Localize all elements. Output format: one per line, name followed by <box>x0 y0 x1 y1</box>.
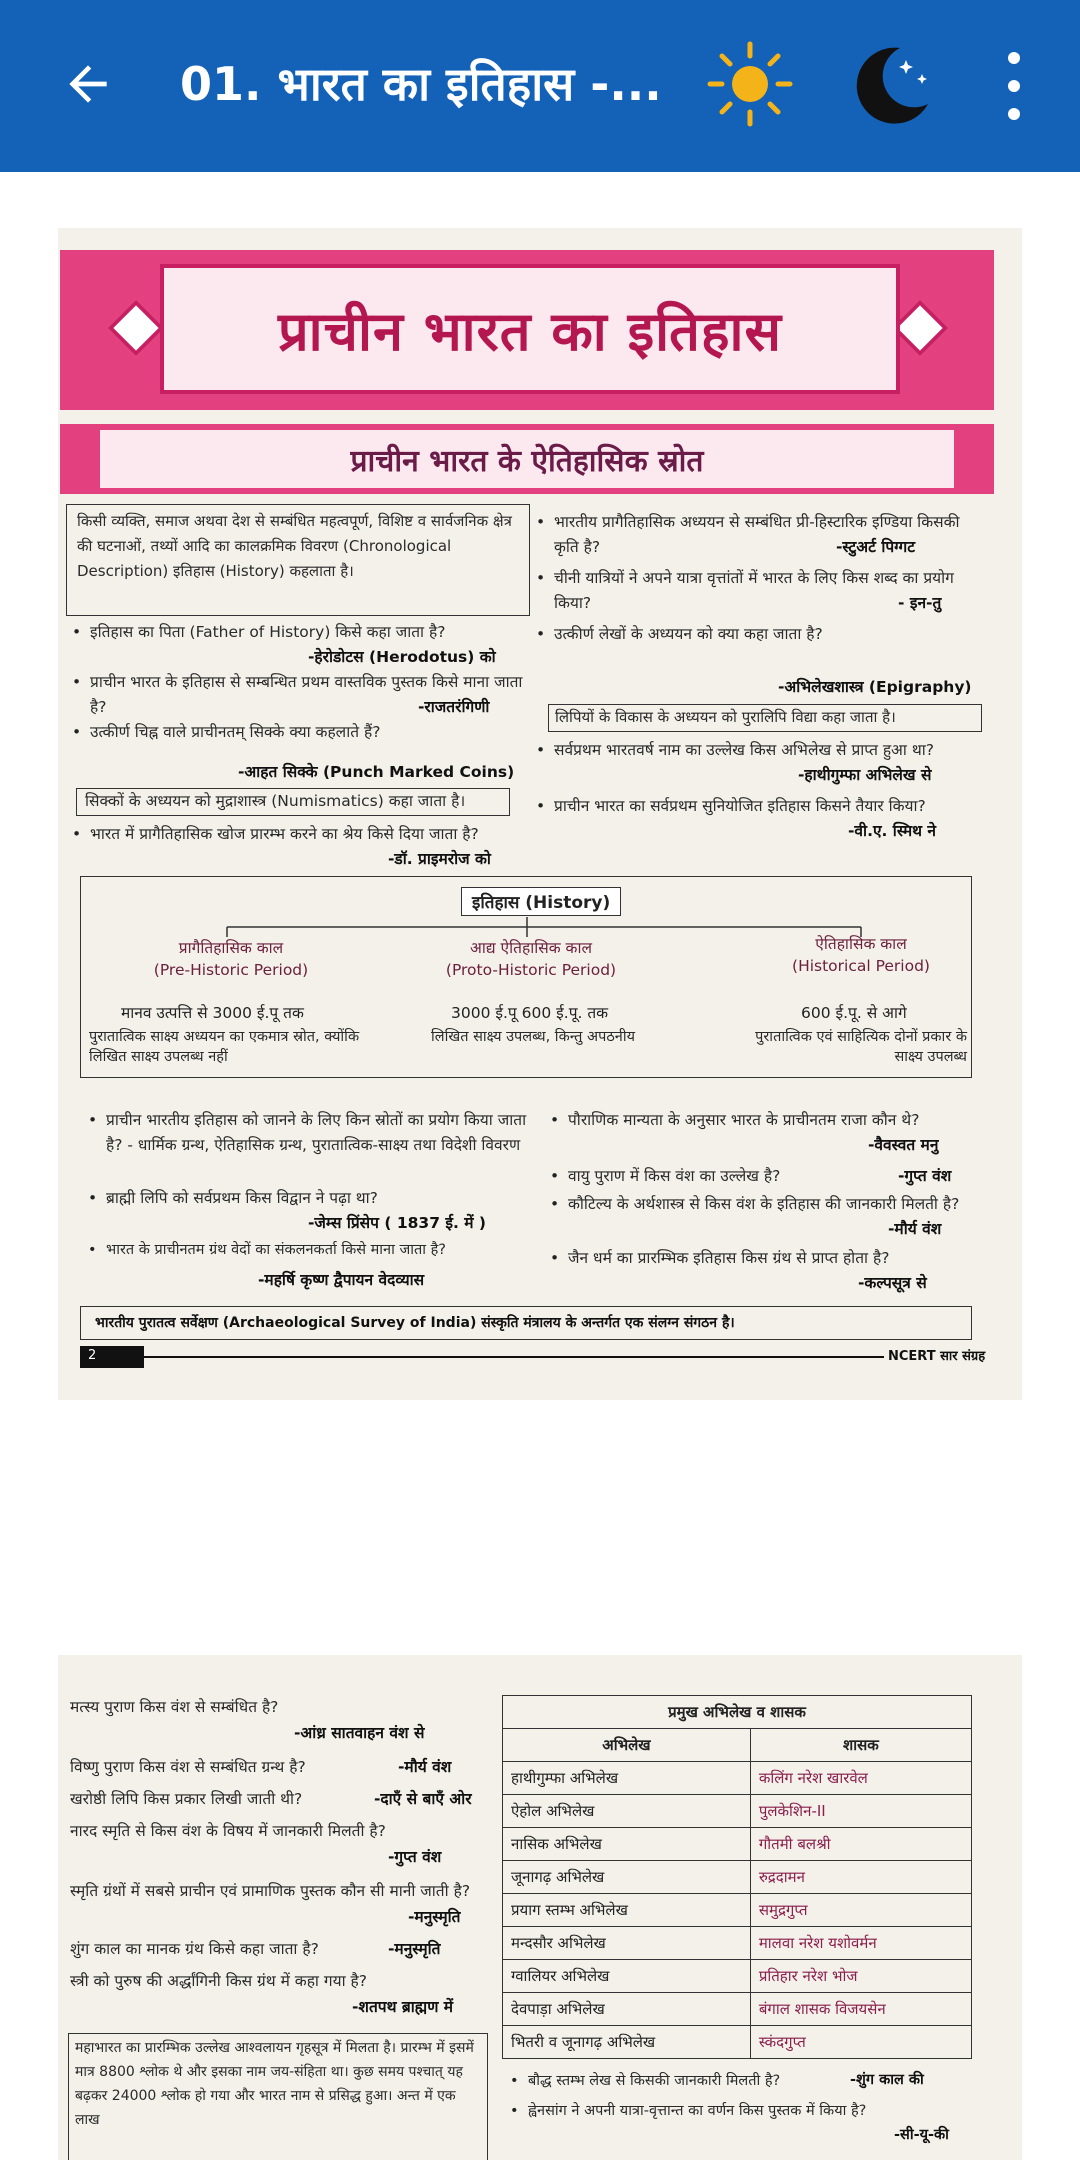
a-bottom-right-1: -वैवस्वत मनु <box>868 1136 939 1154</box>
period-prehistoric <box>121 937 341 981</box>
back-arrow-icon <box>60 56 116 112</box>
table-cell: रुद्रदामन <box>750 1861 971 1894</box>
document-title: 01. भारत का इतिहास -... <box>180 57 662 111</box>
a-right-5: -वी.ए. स्मिथ ने <box>848 822 937 840</box>
moon-icon <box>842 34 942 134</box>
a-bottom-right-4: -कल्पसूत्र से <box>858 1274 927 1292</box>
period-historic <box>761 933 961 977</box>
more-dot <box>1008 108 1020 120</box>
palaeography-text: लिपियों के विकास के अध्ययन को पुरालिपि विद्या कहा जाता है। <box>555 708 896 726</box>
more-dot <box>1008 80 1020 92</box>
dark-mode-button[interactable] <box>842 34 942 134</box>
a-bottom-left-3: -महर्षि कृष्ण द्वैपायन वेदव्यास <box>258 1271 425 1289</box>
mahabharata-text: महाभारत का प्रारम्भिक उल्लेख आश्वलायन गृहसूत्र में मिलता है। प्रारम्भ में इसमें मात्र 8800 श्लोक थे और इसका नाम जय-संहिता था। कुछ समय पश्चात् यह बढ़कर 24000 श्लोक हो गया और भारत नाम से प्रसिद्ध हुआ। अन्त में एक लाख <box>75 2040 474 2128</box>
a-right-3: -अभिलेखशास्त्र (Epigraphy) <box>778 678 972 696</box>
q-right-1: • भारतीय प्रागैतिहासिक अध्ययन से सम्बंधित प्री-हिस्टारिक इण्डिया किसकी कृति है? <box>554 510 974 560</box>
a-bottom-right-2: -गुप्त वंश <box>898 1167 952 1185</box>
table-cell: जूनागढ़ अभिलेख <box>503 1861 751 1894</box>
table-title: प्रमुख अभिलेख व शासक <box>503 1696 972 1729</box>
period-prehistoric-en: (Pre-Historic Period) <box>153 961 309 979</box>
banner-frame <box>160 264 900 394</box>
table-cell: भितरी व जूनागढ़ अभिलेख <box>503 2026 751 2059</box>
definition-text: किसी व्यक्ति, समाज अथवा देश से सम्बंधित महत्वपूर्ण, विशिष्ट व सार्वजनिक क्षेत्र की घटनाओं, तथ्यों आदि का कालक्रमिक विवरण (Chronological Description) इतिहास (History) कहलाता है। <box>77 512 512 580</box>
table-cell: मन्दसौर अभिलेख <box>503 1927 751 1960</box>
light-mode-button[interactable] <box>700 34 800 134</box>
period-protohistoric-hi: आद्य ऐतिहासिक काल <box>470 939 592 957</box>
more-options-button[interactable] <box>990 46 1038 126</box>
source-prehistoric: पुरातात्विक साक्ष्य अध्ययन का एकमात्र स्रोत, क्योंकि लिखित साक्ष्य उपलब्ध नहीं <box>89 1029 360 1065</box>
q2-left-3: खरोष्ठी लिपि किस प्रकार लिखी जाती थी? <box>70 1790 303 1808</box>
table-cell: ऐहोल अभिलेख <box>503 1795 751 1828</box>
table-cell: बंगाल शासक विजयसेन <box>750 1993 971 2026</box>
a-right-2: - इन-तु <box>898 594 942 612</box>
period-historic-en: (Historical Period) <box>792 957 930 975</box>
q-left-3: • उत्कीर्ण चिह्न वाले प्राचीनतम् सिक्के क्या कहलाते हैं? <box>90 720 530 745</box>
a2-right-1: -शुंग काल की <box>850 2072 924 2088</box>
table-cell: कलिंग नरेश खारवेल <box>750 1762 971 1795</box>
table-cell: हाथीगुम्फा अभिलेख <box>503 1762 751 1795</box>
q2-left-6: शुंग काल का मानक ग्रंथ किसे कहा जाता है? <box>70 1940 319 1958</box>
a-left-2: -राजतरंगिणी <box>418 698 490 716</box>
back-button[interactable] <box>48 44 128 124</box>
q2-right-1: • बौद्ध स्तम्भ लेख से किसकी जानकारी मिलती है? <box>528 2069 858 2094</box>
more-vert-icon <box>1008 52 1020 64</box>
numismatics-box <box>76 788 510 816</box>
palaeography-box <box>548 704 982 732</box>
table-row <box>503 1993 972 2026</box>
banner-diamond-right <box>892 300 949 357</box>
q-bottom-left-2: • ब्राह्मी लिपि को सर्वप्रथम किस विद्वान ने पढ़ा था? <box>106 1186 536 1211</box>
asi-note: भारतीय पुरातत्व सर्वेक्षण (Archaeological Survey of India) संस्कृति मंत्रालय के अन्तर्गत एक संलग्न संगठन है। <box>80 1306 972 1340</box>
q-bottom-right-3: • कौटिल्य के अर्थशास्त्र से किस वंश के इतिहास की जानकारी मिलती है? <box>568 1192 978 1217</box>
q2-left-5: स्मृति ग्रंथों में सबसे प्राचीन एवं प्रामाणिक पुस्तक कौन सी मानी जाती है? <box>70 1882 471 1900</box>
table-cell: स्कंदगुप्त <box>750 2026 971 2059</box>
table-row <box>503 1762 972 1795</box>
history-box-title: इतिहास (History) <box>461 887 621 916</box>
a2-left-3: -दाएँ से बाएँ ओर <box>374 1790 472 1808</box>
range-historic: 600 ई.पू. से आगे <box>801 1004 907 1022</box>
table-cell: नासिक अभिलेख <box>503 1828 751 1861</box>
q2-left-1: मत्स्य पुराण किस वंश से सम्बंधित है? <box>70 1698 279 1716</box>
page-number: 2 <box>80 1346 144 1368</box>
a2-left-5: -मनुस्मृति <box>408 1908 461 1926</box>
a-left-1: -हेरोडोटस (Herodotus) को <box>308 648 496 666</box>
range-protohistoric: 3000 ई.पू 600 ई.पू. तक <box>451 1004 609 1022</box>
table-row <box>503 1828 972 1861</box>
a2-left-6: -मनुस्मृति <box>388 1940 441 1958</box>
table-header-inscription: अभिलेख <box>503 1729 751 1762</box>
q-left-4: • भारत में प्रागैतिहासिक खोज प्रारम्भ करने का श्रेय किसे दिया जाता है? <box>90 822 530 847</box>
a-left-4: -डॉ. प्राइमरोज को <box>388 850 491 868</box>
a2-left-7: -शतपथ ब्राह्मण में <box>352 1998 454 2016</box>
history-classification-box <box>80 876 972 1078</box>
a-right-4: -हाथीगुम्फा अभिलेख से <box>798 766 932 784</box>
table-row <box>503 1927 972 1960</box>
q-right-3: • उत्कीर्ण लेखों के अध्ययन को क्या कहा जाता है? <box>554 622 974 647</box>
a2-left-4: -गुप्त वंश <box>388 1848 442 1866</box>
numismatics-text: सिक्कों के अध्ययन को मुद्राशास्त्र (Numismatics) कहा जाता है। <box>85 792 466 810</box>
table-cell: प्रतिहार नरेश भोज <box>750 1960 971 1993</box>
source-protohistoric: लिखित साक्ष्य उपलब्ध, किन्तु अपठनीय <box>431 1029 635 1045</box>
q-bottom-left-1: • प्राचीन भारतीय इतिहास को जानने के लिए किन स्रोतों का प्रयोग किया जाता है? - धार्मिक ग्रन्थ, ऐतिहासिक ग्रन्थ, पुरातात्विक-साक्ष्य तथा विदेशी विवरण <box>106 1108 536 1158</box>
chapter-title: प्राचीन भारत का इतिहास <box>277 299 783 363</box>
q-left-2: • प्राचीन भारत के इतिहास से सम्बन्धित प्रथम वास्तविक पुस्तक किसे माना जाता है? <box>90 670 530 720</box>
section-subtitle: प्राचीन भारत के ऐतिहासिक स्रोत <box>350 443 704 479</box>
q-left-1: • इतिहास का पिता (Father of History) किसे कहा जाता है? <box>90 620 530 645</box>
sun-icon <box>700 34 800 134</box>
q-bottom-right-4: • जैन धर्म का प्रारम्भिक इतिहास किस ग्रंथ से प्राप्त होता है? <box>568 1246 978 1271</box>
table-cell: देवपाड़ा अभिलेख <box>503 1993 751 2026</box>
q-right-2: • चीनी यात्रियों ने अपने यात्रा वृत्तांतों में भारत के लिए किस शब्द का प्रयोग किया? <box>554 566 974 616</box>
q2-left-7: स्त्री को पुरुष की अर्द्धांगिनी किस ग्रंथ में कहा गया है? <box>70 1972 367 1990</box>
table-cell: ग्वालियर अभिलेख <box>503 1960 751 1993</box>
table-row <box>503 2026 972 2059</box>
mahabharata-box <box>68 2033 488 2160</box>
table-row <box>503 1861 972 1894</box>
book-name: NCERT सार संग्रह <box>888 1349 986 1364</box>
a2-left-2: -मौर्य वंश <box>398 1758 452 1776</box>
table-cell: मालवा नरेश यशोवर्मन <box>750 1927 971 1960</box>
q-bottom-right-1: • पौराणिक मान्यता के अनुसार भारत के प्राचीनतम राजा कौन थे? <box>568 1108 978 1133</box>
a2-right-2: -सी-यू-की <box>894 2127 949 2143</box>
inscriptions-table <box>502 1695 972 2059</box>
table-cell: प्रयाग स्तम्भ अभिलेख <box>503 1894 751 1927</box>
subtitle-bar <box>60 424 994 494</box>
a-bottom-left-2: -जेम्स प्रिंसेप ( 1837 ई. में ) <box>308 1214 487 1232</box>
period-protohistoric <box>411 937 651 981</box>
period-historic-hi: ऐतिहासिक काल <box>815 935 907 953</box>
q2-left-4: नारद स्मृति से किस वंश के विषय में जानकारी मिलती है? <box>70 1822 386 1840</box>
period-prehistoric-hi: प्रागैतिहासिक काल <box>178 939 284 957</box>
q-right-5: • प्राचीन भारत का सर्वप्रथम सुनियोजित इतिहास किसने तैयार किया? <box>554 794 974 819</box>
document-page-1 <box>58 228 1022 1400</box>
period-protohistoric-en: (Proto-Historic Period) <box>445 961 617 979</box>
page-rule <box>144 1356 884 1358</box>
title-banner <box>60 250 994 410</box>
a2-left-1: -आंध्र सातवाहन वंश से <box>294 1724 425 1742</box>
subtitle-frame <box>100 430 954 488</box>
source-historic: पुरातात्विक एवं साहित्यिक दोनों प्रकार के साक्ष्य उपलब्ध <box>755 1029 967 1065</box>
table-row <box>503 1960 972 1993</box>
q2-left-2: विष्णु पुराण किस वंश से सम्बंधित ग्रन्थ है? <box>70 1758 306 1776</box>
q-bottom-right-2: • वायु पुराण में किस वंश का उल्लेख है? <box>568 1164 888 1189</box>
table-cell: पुलकेशिन-II <box>750 1795 971 1828</box>
q-right-4: • सर्वप्रथम भारतवर्ष नाम का उल्लेख किस अभिलेख से प्राप्त हुआ था? <box>554 738 974 763</box>
document-page-2 <box>58 1655 1022 2160</box>
table-cell: गौतमी बलश्री <box>750 1828 971 1861</box>
table-row <box>503 1894 972 1927</box>
banner-diamond-left <box>108 300 165 357</box>
range-prehistoric: मानव उत्पत्ति से 3000 ई.पू तक <box>121 1004 304 1022</box>
table-header-ruler: शासक <box>750 1729 971 1762</box>
a-right-1: -स्टुअर्ट पिग्गट <box>836 538 916 556</box>
a-bottom-right-3: -मौर्य वंश <box>888 1220 942 1238</box>
q-bottom-left-3: • भारत के प्राचीनतम ग्रंथ वेदों का संकलनकर्ता किसे माना जाता है? <box>106 1238 536 1263</box>
table-cell: समुद्रगुप्त <box>750 1894 971 1927</box>
table-row <box>503 1795 972 1828</box>
app-bar <box>0 0 1080 172</box>
definition-box <box>66 504 530 616</box>
a-left-3: -आहत सिक्के (Punch Marked Coins) <box>238 763 515 781</box>
q2-right-2: • ह्वेनसांग ने अपनी यात्रा-वृत्तान्त का वर्णन किस पुस्तक में किया है? <box>528 2099 968 2124</box>
